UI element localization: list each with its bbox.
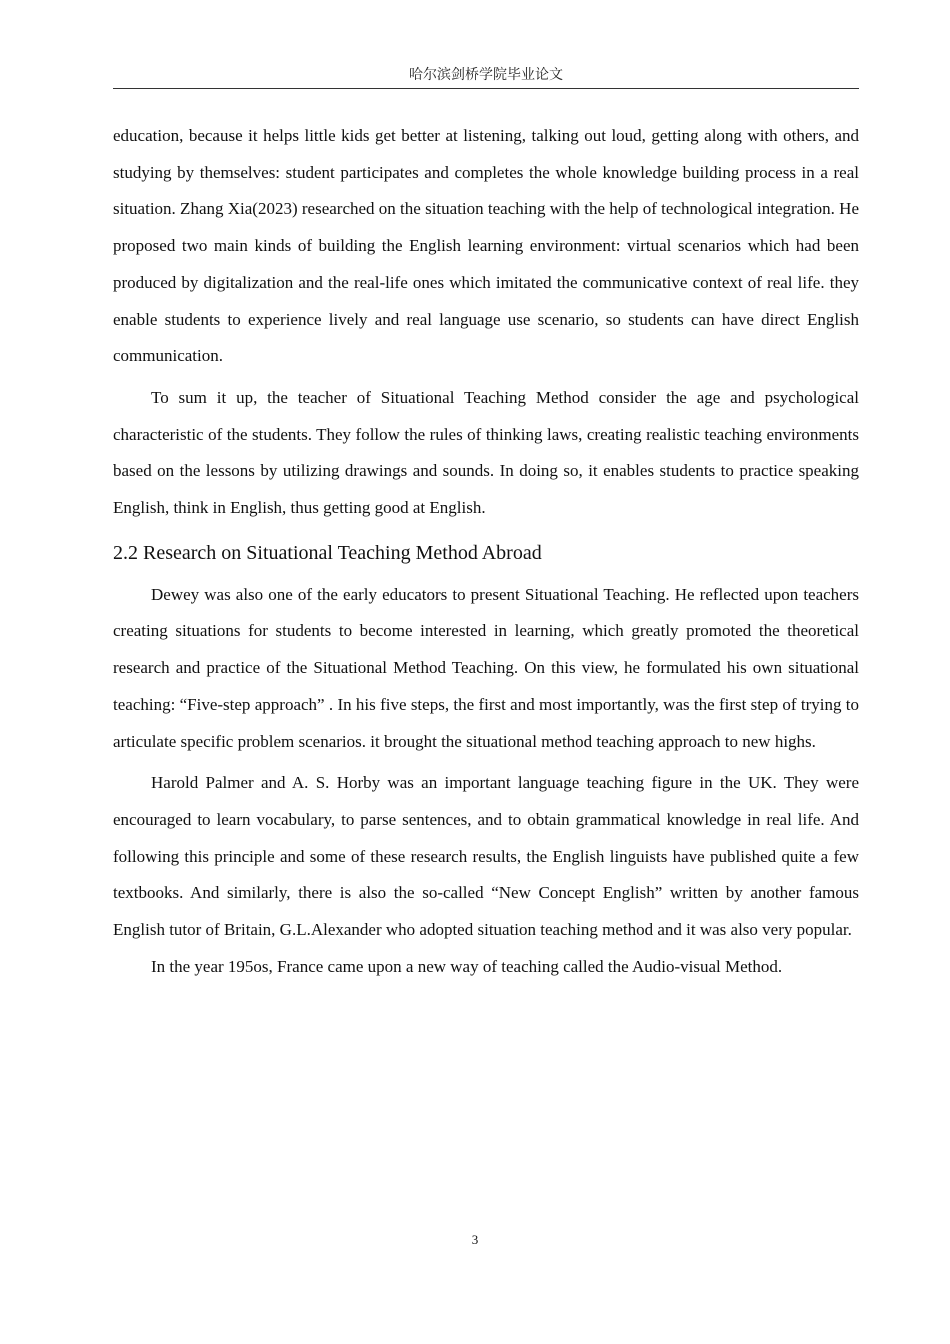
page-number: 3 — [471, 1232, 479, 1247]
paragraph: To sum it up, the teacher of Situational Teaching Method consider the age and psychological characteristic of the students. They follow the rules of thinking laws, creating realistic teaching environments based on the lessons by utilizing drawings and sounds. In doing so, it enables students to practice speaking English, think in English, thus getting good at English. — [113, 387, 859, 518]
page-header: 哈尔滨剑桥学院毕业论文 — [409, 67, 563, 83]
paragraph: Harold Palmer and A. S. Horby was an important language teaching figure in the UK. They were encouraged to learn vocabulary, to parse sentences, and to obtain grammatical knowledge in real life. And following this principle and some of these research results, the English linguists have published quite a few textbooks. And similarly, there is also the so-called “New Concept English” written by another famous English tutor of Britain, G.L.Alexander who adopted situation teaching method and it was also very popular. — [113, 773, 859, 940]
section-heading: 2.2 Research on Situational Teaching Method Abroad — [113, 541, 542, 564]
body-text — [113, 118, 859, 985]
paragraph: Dewey was also one of the early educators to present Situational Teaching. He reflected upon teachers creating situations for students to become interested in learning, which greatly promoted the theoretical research and practice of the Situational Method Teaching. On this view, he formulated his own situational teaching: “Five-step approach” . In his five steps, the first and most importantly, was the first step of trying to articulate specific problem scenarios. it brought the situational method teaching approach to new highs. — [113, 584, 859, 751]
paragraph: In the year 195os, France came upon a new way of teaching called the Audio-visual Method. — [151, 956, 783, 976]
header-rule — [113, 88, 859, 89]
paragraph: education, because it helps little kids get better at listening, talking out loud, getting along with others, and studying by themselves: student participates and completes the whole knowledge building process in a real situation. Zhang Xia(2023) researched on the situation teaching with the help of technological integration. He proposed two main kinds of building the English learning environment: virtual scenarios which had been produced by digitalization and the real-life ones which imitated the communicative context of real life. they enable students to experience lively and real language use scenario, so students can have direct English communication. — [113, 126, 859, 366]
